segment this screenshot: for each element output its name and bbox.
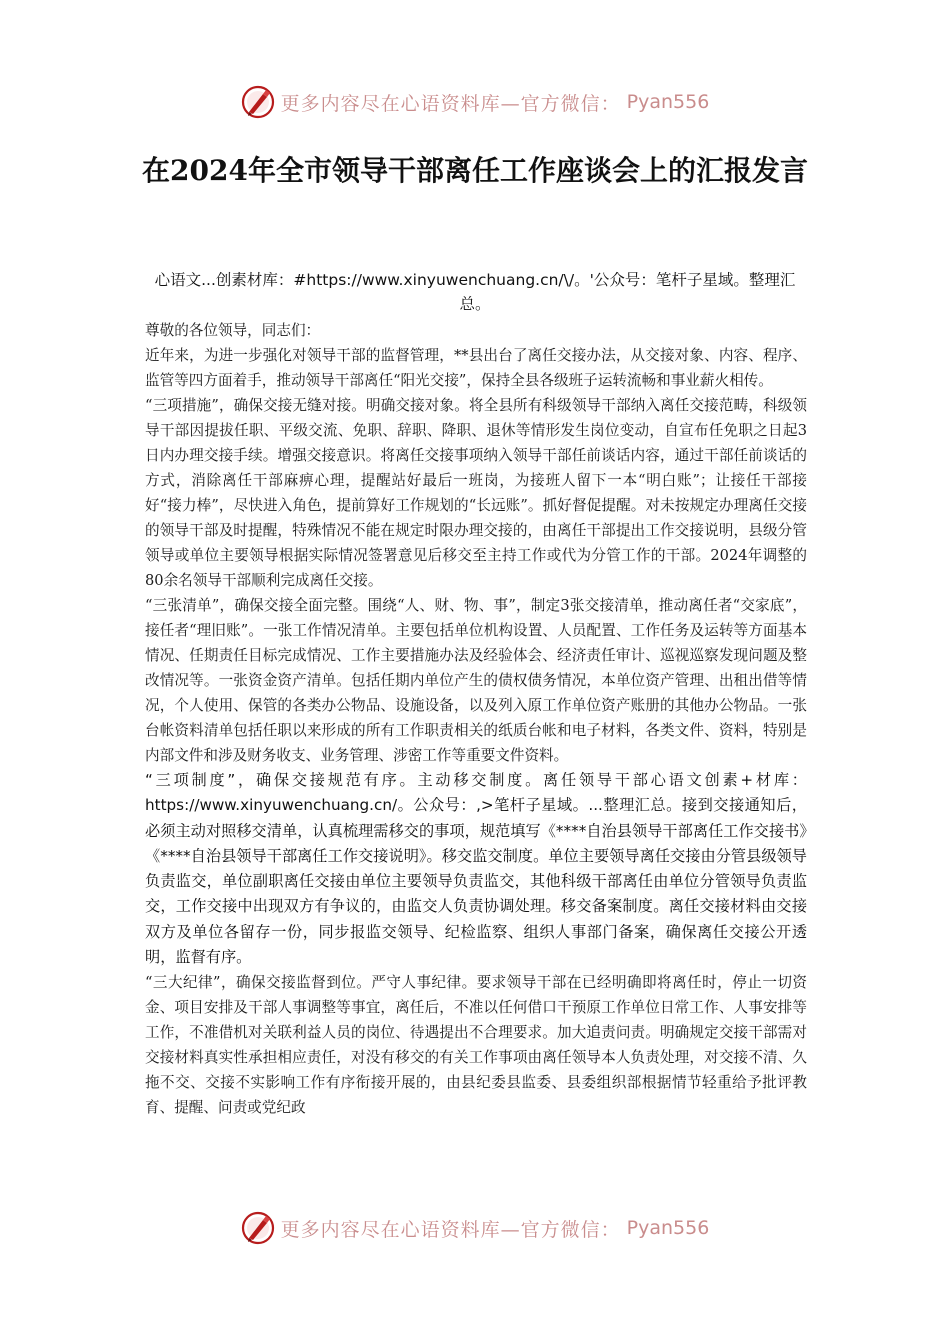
banner-wechat-handle: Pyan556	[626, 91, 710, 113]
paragraph-three-systems: “三项制度”，确保交接规范有序。主动移交制度。离任领导干部心语文创素+材库：https://www.xinyuwenchuang.cn/。公众号：,>笔杆子星域。...整理汇总。接到交接通知后，必须主动对照移交清单，认真梳理需移交的事项，规范填写《****自治县领导干部离任工作交接书》《****自治县领导干部离任工作交接说明》。移交监交制度。单位主要领导离任交接由分管县级领导负责监交，单位副职离任交接由单位主要领导负责监交，其他科级干部离任由单位分管领导负责监交，工作交接中出现双方有争议的，由监交人负责协调处理。移交备案制度。离任交接材料由交接双方及单位各留存一份，同步报监交领导、纪检监察、组织人事部门备案，确保离任交接公开透明，监督有序。	[145, 771, 807, 967]
footer-banner	[0, 1206, 950, 1250]
salutation: 尊敬的各位领导，同志们：	[145, 322, 321, 339]
pen-logo-icon	[241, 1211, 275, 1245]
header-banner	[0, 80, 950, 124]
document-body	[145, 318, 807, 1120]
source-note: 心语文...创素材库：#https://www.xinyuwenchuang.cn/\/。'公众号：笔杆子星域。整理汇总。	[154, 271, 796, 313]
document-title: 在2024年全市领导干部离任工作座谈会上的汇报发言	[142, 154, 808, 187]
paragraph-three-lists: “三张清单”，确保交接全面完整。围绕“人、财、物、事”，制定3张交接清单，推动离任者“交家底”，接任者“理旧账”。一张工作情况清单。主要包括单位机构设置、人员配置、工作任务及运转等方面基本情况、任期责任目标完成情况、工作主要措施办法及经验体会、经济责任审计、巡视巡察发现问题及整改情况等。一张资金资产清单。包括任期内单位产生的债权债务情况，本单位资产管理、出租出借等情况，个人使用、保管的各类办公物品、设施设备，以及列入原工作单位资产账册的其他办公物品。一张台帐资料清单包括任职以来形成的所有工作职责相关的纸质台帐和电子材料，各类文件、资料，特别是内部文件和涉及财务收支、业务管理、涉密工作等重要文件资料。	[145, 597, 807, 764]
paragraph-intro: 近年来，为进一步强化对领导干部的监督管理，**县出台了离任交接办法，从交接对象、内容、程序、监管等四方面着手，推动领导干部离任“阳光交接”，保持全县各级班子运转流畅和事业薪火相传。	[145, 347, 807, 389]
banner-text: 更多内容尽在心语资料库—官方微信：	[280, 1218, 621, 1241]
paragraph-three-disciplines: “三大纪律”，确保交接监督到位。严守人事纪律。要求领导干部在已经明确即将离任时，停止一切资金、项目安排及干部人事调整等事宜，离任后，不准以任何借口干预原工作单位日常工作、人事安排等工作，不准借机对关联利益人员的岗位、待遇提出不合理要求。加大追责问责。明确规定交接干部需对交接材料真实性承担相应责任，对没有移交的有关工作事项由离任领导本人负责处理，对交接不清、久拖不交、交接不实影响工作有序衔接开展的，由县纪委县监委、县委组织部根据情节轻重给予批评教育、提醒、问责或党纪政	[145, 974, 807, 1117]
paragraph-three-measures: “三项措施”，确保交接无缝对接。明确交接对象。将全县所有科级领导干部纳入离任交接范畴，科级领导干部因提拔任职、平级交流、免职、辞职、降职、退休等情形发生岗位变动，自宣布任免职之日起3日内办理交接手续。增强交接意识。将离任交接事项纳入领导干部任前谈话内容，通过干部任前谈话的方式，消除离任干部麻痹心理，提醒站好最后一班岗，为接班人留下一本“明白账”；让接任干部接好“接力棒”，尽快进入角色，提前算好工作规划的“长远账”。抓好督促提醒。对未按规定办理离任交接的领导干部及时提醒，特殊情况不能在规定时限办理交接的，由离任干部提出工作交接说明，县级分管领导或单位主要领导根据实际情况签署意见后移交至主持工作或代为分管工作的干部。2024年调整的80余名领导干部顺利完成离任交接。	[145, 397, 807, 589]
banner-wechat-handle: Pyan556	[626, 1217, 710, 1239]
banner-text: 更多内容尽在心语资料库—官方微信：	[280, 92, 621, 115]
pen-logo-icon	[241, 85, 275, 119]
